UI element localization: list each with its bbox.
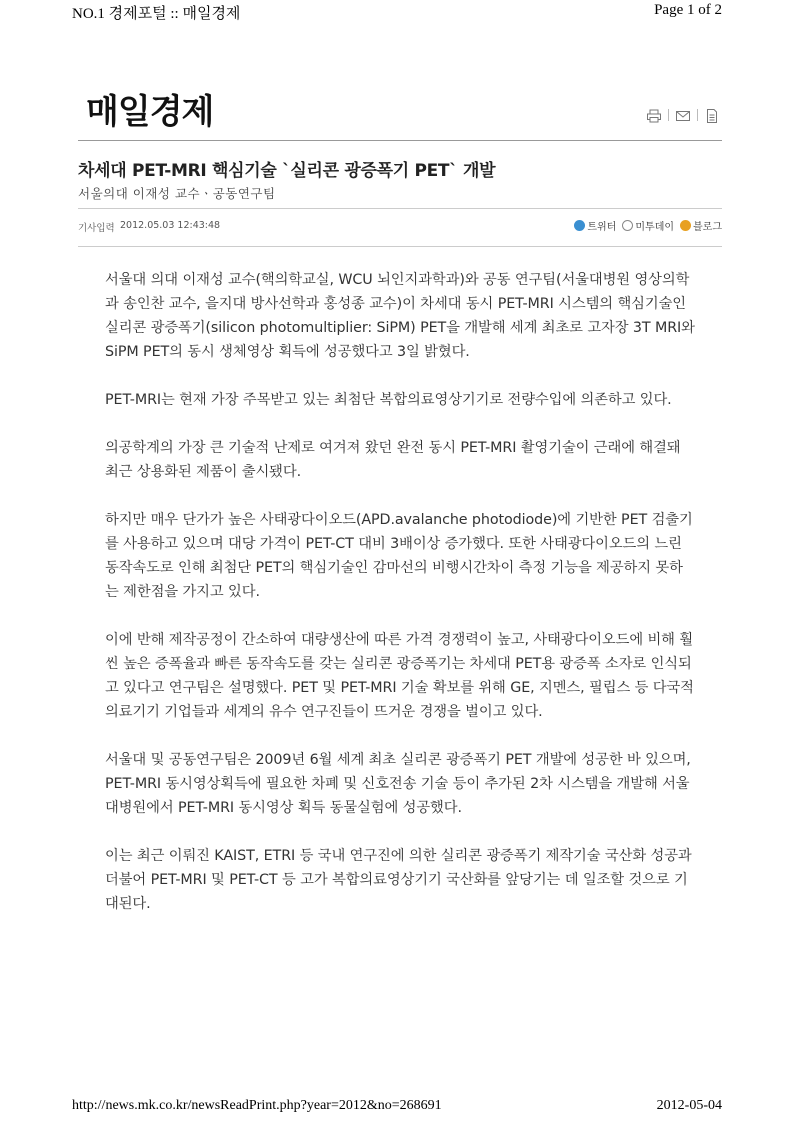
me2day-icon <box>622 220 633 231</box>
twitter-icon <box>574 220 585 231</box>
email-icon[interactable] <box>675 108 691 122</box>
share-blog[interactable] <box>680 218 722 233</box>
share-bar <box>574 218 722 233</box>
document-icon[interactable] <box>704 108 720 122</box>
article-subhead: 서울의대 이재성 교수ㆍ공동연구팀 <box>78 186 276 201</box>
header-divider <box>78 140 722 141</box>
print-header <box>0 2 794 22</box>
blog-icon <box>680 220 691 231</box>
print-url: http://news.mk.co.kr/newsReadPrint.php?year=2012&no=268691 <box>72 1098 442 1113</box>
tool-divider <box>697 109 698 121</box>
share-blog-label: 블로그 <box>693 222 722 233</box>
date-label: 기사입력 <box>78 223 115 234</box>
article-headline: 차세대 PET-MRI 핵심기술 `실리콘 광증폭기 PET` 개발 <box>78 161 496 181</box>
print-icon[interactable] <box>646 108 662 122</box>
share-me2day-label: 미투데이 <box>635 222 675 233</box>
article-meta <box>78 218 722 234</box>
print-date: 2012-05-04 <box>656 1098 722 1113</box>
tool-divider <box>668 109 669 121</box>
headline-divider <box>78 208 722 209</box>
article-paragraph: 하지만 매우 단가가 높은 사태광다이오드(APD.avalanche photodiode)에 기반한 PET 검출기를 사용하고 있으며 대당 가격이 PET-CT 대비 3배이상 증가했다. 또한 사태광다이오드의 느린 동작속도로 인해 최첨단 PET의 핵심기술인 감마선의 비행시간차이 측정 기능을 제공하지 못하는 제한점을 가지고 있다. <box>105 512 693 600</box>
article-paragraph: 이에 반해 제작공정이 간소하여 대량생산에 따른 가격 경쟁력이 높고, 사태광다이오드에 비해 훨씬 높은 증폭율과 빠른 동작속도를 갖는 실리콘 광증폭기는 차세대 PET용 광증폭 소자로 인식되고 있다고 연구팀은 설명했다. PET 및 PET-MRI 기술 확보를 위해 GE, 지멘스, 필립스 등 다국적 의료기기 기업들과 세계의 유수 연구진들이 뜨거운 경쟁을 벌이고 있다. <box>105 632 694 720</box>
article-paragraph: PET-MRI는 현재 가장 주목받고 있는 최첨단 복합의료영상기기로 전량수입에 의존하고 있다. <box>105 392 672 408</box>
article-paragraph: 서울대 및 공동연구팀은 2009년 6월 세계 최초 실리콘 광증폭기 PET 개발에 성공한 바 있으며, PET-MRI 동시영상획득에 필요한 차폐 및 신호전송 기술 등이 추가된 2차 시스템을 개발해 서울대병원에서 PET-MRI 동시영상 획득 동물실험에 성공했다. <box>105 752 691 816</box>
article-body <box>105 268 695 940</box>
newspaper-logo[interactable]: 매일경제 <box>86 92 214 132</box>
print-site-title: NO.1 경제포털 :: 매일경제 <box>72 6 241 22</box>
article-paragraph: 의공학계의 가장 큰 기술적 난제로 여겨져 왔던 완전 동시 PET-MRI 촬영기술이 근래에 해결돼 최근 상용화된 제품이 출시됐다. <box>105 440 681 480</box>
article-tools <box>646 108 720 122</box>
date-value: 2012.05.03 12:43:48 <box>120 220 221 231</box>
print-footer <box>0 1098 794 1118</box>
share-me2day[interactable] <box>622 218 674 233</box>
print-page-label: Page 1 of 2 <box>654 2 722 18</box>
share-twitter-label: 트위터 <box>587 222 617 233</box>
share-twitter[interactable] <box>574 218 616 233</box>
article-paragraph: 서울대 의대 이재성 교수(핵의학교실, WCU 뇌인지과학과)와 공동 연구팀(서울대병원 영상의학과 송인찬 교수, 을지대 방사선학과 홍성종 교수)이 차세대 동시 PET-MRI 시스템의 핵심기술인 실리콘 광증폭기(silicon photomultiplier: SiPM) PET을 개발해 세계 최초로 고자장 3T MRI와 SiPM PET의 동시 생체영상 획득에 성공했다고 3일 밝혔다. <box>105 272 695 360</box>
meta-divider <box>78 246 722 247</box>
article-paragraph: 이는 최근 이뤄진 KAIST, ETRI 등 국내 연구진에 의한 실리콘 광증폭기 제작기술 국산화 성공과 더불어 PET-MRI 및 PET-CT 등 고가 복합의료영상기기 국산화를 앞당기는 데 일조할 것으로 기대된다. <box>105 848 692 912</box>
